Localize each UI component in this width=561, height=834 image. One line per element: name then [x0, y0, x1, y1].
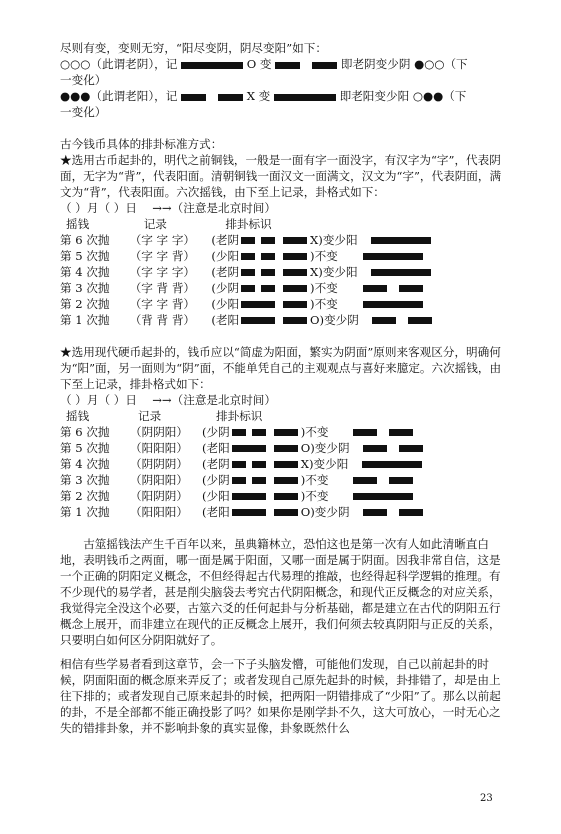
yang-line-icon: [363, 253, 423, 260]
section1-format: （ ）月（ ）日 →→（注意是北京时间）: [60, 201, 276, 215]
section1-paragraph: ★选用古币起卦的，明代之前铜钱，一般是一面有字一面没字，有汉字为“字”，代表阴面，无字为“背”，代表阳面。清朝铜钱一面汉文一面满文，汉文为“字”，代表阴面，满文为“背”，代表阳面。六次摇钱，由下至上记录，卦格式如下：: [60, 153, 502, 199]
yin-line-icon: [363, 285, 423, 292]
change-mark: ): [300, 489, 306, 503]
throw-number: 第 3 次抛: [60, 473, 110, 487]
line-icon: [274, 509, 298, 516]
coin-record: （字 字 背）: [129, 249, 196, 263]
change-mark: O): [310, 313, 325, 327]
hexagram-mark: [202, 504, 502, 520]
table-row: [60, 456, 510, 472]
table-row: [60, 248, 510, 264]
yin-line-icon: [241, 269, 275, 276]
line-type: (少阴: [211, 281, 240, 295]
table-row: [60, 232, 510, 248]
hexagram-mark: [202, 456, 502, 472]
throw-number: 第 3 次抛: [60, 281, 110, 295]
line-type: (老阴: [211, 233, 240, 247]
line-icon: [283, 253, 307, 260]
intro-line-5: 一变化）: [60, 105, 107, 119]
line-type: (少阳: [211, 297, 240, 311]
hexagram-mark: [211, 264, 510, 280]
paragraph-3: 古筮摇钱法产生千百年以来，虽典籍林立，恐怕这也是第一次有人如此清晰直白地，表明钱币之两面，哪一面是属于阳面，又哪一面是属于阴面。因我非常自信，这是一个正确的阴阳定义概念，不但经得起古代易理的推敲，也经得起科学逻辑的推理。有不少现代的易学者，甚是削尖脑袋去考究古代阴阳概念，和现代正反概念的对应关系，我觉得完全没这个必要，古筮六爻的任何起卦与分析基础，都是建立在古代的阴阳五行概念上展开，而非建立在现代的正反概念上展开，我们何须去较真阴阳与正反的关系，只要明白如何区分阴阳就好了。: [60, 537, 501, 647]
yin-line-icon: [232, 477, 266, 484]
line-type: (少阳: [211, 249, 240, 263]
line-type: (老阳: [202, 441, 230, 455]
table-row: [60, 424, 510, 440]
table-row: [60, 264, 510, 280]
coin-record: （字 背 背）: [129, 281, 196, 295]
yang-line-icon: [353, 493, 413, 500]
section2-header: [60, 408, 510, 424]
line-type: (老阳: [202, 505, 230, 519]
change-mark: ): [310, 281, 315, 295]
line-type: (老阴: [202, 457, 230, 471]
throw-number: 第 4 次抛: [60, 457, 110, 471]
yin-line-icon: [241, 253, 275, 260]
yang-line-icon: [232, 509, 266, 516]
throw-number: 第 6 次抛: [60, 233, 110, 247]
change-result: 变少阳: [322, 233, 358, 247]
throw-number: 第 1 次抛: [60, 505, 110, 519]
yin-line-icon: [372, 317, 432, 324]
line-icon: [274, 429, 298, 436]
intro-line-2: [60, 56, 510, 72]
header-record: 记录: [138, 409, 162, 423]
line-type: (老阳: [211, 313, 240, 327]
section2-format: （ ）月（ ）日 →→（注意是北京时间）: [60, 393, 276, 407]
old-yang-label: ●●●（此谓老阳），记: [60, 89, 178, 103]
hexagram-mark: [202, 488, 502, 504]
change-result: 变少阳: [313, 457, 349, 471]
change-result: 不变: [314, 281, 338, 295]
throw-number: 第 1 次抛: [60, 313, 110, 327]
coin-record: （字 字 字）: [129, 233, 196, 247]
yang-line-icon: [232, 445, 266, 452]
line-icon: [274, 445, 298, 452]
change-result: 不变: [305, 473, 329, 487]
hexagram-mark: [202, 440, 502, 456]
table-row: [60, 504, 510, 520]
table-row: [60, 280, 510, 296]
line-icon: [283, 317, 307, 324]
yin-line-icon: [232, 429, 266, 436]
change-x-label: X 变: [246, 89, 271, 103]
hexagram-mark: [211, 280, 510, 296]
yang-line-icon: [363, 301, 423, 308]
coin-record: （阴阴阴）: [130, 457, 188, 471]
coin-record: （阳阳阳）: [130, 441, 188, 455]
coin-record: （阴阳阳）: [130, 473, 188, 487]
yin-line-icon: [353, 477, 413, 484]
coin-record: （字 字 字）: [129, 265, 196, 279]
change-mark: ): [300, 425, 306, 439]
coin-record: （字 字 背）: [129, 297, 196, 311]
change-result: 不变: [305, 489, 329, 503]
yang-line-icon: [371, 237, 431, 244]
yang-line-icon: [232, 493, 266, 500]
coin-record: （背 背 背）: [129, 313, 196, 327]
section1-header: [60, 216, 510, 232]
change-result: 不变: [314, 297, 338, 311]
yang-line-icon: [241, 317, 275, 324]
hexagram-mark: [211, 248, 510, 264]
header-mark: 排卦标识: [216, 409, 263, 423]
line-icon: [283, 269, 307, 276]
change-o-label: O 变: [246, 57, 272, 71]
intro-line-4: [60, 88, 510, 104]
yin-line-icon: [275, 62, 337, 69]
yin-line-icon: [363, 445, 423, 452]
line-type: (老阴: [211, 265, 240, 279]
throw-number: 第 5 次抛: [60, 441, 110, 455]
table-row: [60, 296, 510, 312]
header-shake: 摇钱: [66, 217, 90, 231]
intro-line-3: 一变化）: [60, 73, 107, 87]
change-mark: ): [310, 297, 315, 311]
yin-line-icon: [353, 429, 413, 436]
hexagram-mark: [202, 472, 502, 488]
change-mark: X): [310, 265, 323, 279]
change-mark: ): [310, 249, 315, 263]
yang-line-icon: [362, 461, 422, 468]
table-row: [60, 312, 510, 328]
document-body: [60, 40, 510, 736]
change-mark: X): [310, 233, 323, 247]
page-number: 23: [480, 793, 493, 804]
line-icon: [283, 285, 307, 292]
yin-line-icon: [241, 285, 275, 292]
change-result: 不变: [314, 249, 338, 263]
old-yin-change-text: 即老阴变少阴 ●○○（下: [340, 57, 468, 71]
hexagram-mark: [211, 232, 510, 248]
intro-line-1: 尽则有变，变则无穷，“阳尽变阴，阴尽变阳”如下：: [60, 41, 327, 55]
yang-line-icon: [241, 301, 275, 308]
throw-number: 第 6 次抛: [60, 425, 110, 439]
coin-record: （阳阳阳）: [130, 505, 188, 519]
change-result: 不变: [305, 425, 329, 439]
yin-line-icon: [363, 509, 423, 516]
yang-line-icon: [181, 62, 243, 69]
change-mark: ): [300, 473, 306, 487]
change-result: 变少阳: [322, 265, 358, 279]
line-icon: [283, 301, 307, 308]
table-row: [60, 472, 510, 488]
section2-paragraph: ★选用现代硬币起卦的，钱币应以“简虚为阳面，繁实为阴面”原则来客观区分，明确何为“阳”面，另一面则为“阴”面，不能单凭自己的主观观点与喜好来臆定。六次摇钱，由下至上记录，排卦格式如下：: [60, 345, 502, 391]
throw-number: 第 2 次抛: [60, 489, 110, 503]
change-result: 变少阴: [314, 441, 350, 455]
table-row: [60, 488, 510, 504]
section1-table: [60, 232, 510, 328]
line-icon: [274, 493, 298, 500]
line-icon: [274, 461, 298, 468]
coin-record: （阴阴阳）: [130, 425, 188, 439]
yin-line-icon: [232, 461, 266, 468]
line-type: (少阳: [202, 489, 230, 503]
line-type: (少阴: [202, 473, 230, 487]
header-shake: 摇钱: [66, 409, 90, 423]
change-mark: O): [300, 505, 315, 519]
throw-number: 第 5 次抛: [60, 249, 110, 263]
standard-title: 古今钱币具体的排卦标准方式：: [60, 137, 223, 151]
line-type: (少阴: [202, 425, 230, 439]
header-record: 记录: [143, 217, 167, 231]
old-yang-change-text: 即老阳变少阳 ○●●（下: [339, 89, 467, 103]
throw-number: 第 4 次抛: [60, 265, 110, 279]
change-result: 变少阴: [314, 505, 350, 519]
throw-number: 第 2 次抛: [60, 297, 110, 311]
yin-line-icon: [241, 237, 275, 244]
header-mark: 排卦标识: [225, 217, 272, 231]
change-result: 变少阴: [324, 313, 359, 327]
hexagram-mark: [211, 312, 510, 328]
yang-line-icon: [371, 269, 431, 276]
section2-table: [60, 424, 510, 520]
change-mark: O): [300, 441, 315, 455]
change-mark: X): [300, 457, 314, 471]
old-yin-label: ○○○（此谓老阴），记: [60, 57, 178, 71]
hexagram-mark: [211, 296, 510, 312]
yin-line-icon: [181, 94, 243, 101]
coin-record: （阳阴阴）: [130, 489, 188, 503]
paragraph-4: 相信有些学易者看到这章节，会一下子头脑发懵，可能他们发现，自己以前起卦的时候，阴面阳面的概念原来弄反了；或者发现自己原先起卦的时候，卦排错了，却是由上往下排的；或者发现自己原来起卦的时候，把两阳一阴错排成了“少阳”了。那么以前起的卦，不是全部都不能正确投影了吗？如果你是刚学卦不久，这大可放心，一时无心之失的错排卦象，并不影响卦象的真实显像，卦象既然什么: [60, 657, 501, 735]
line-icon: [283, 237, 307, 244]
hexagram-mark: [202, 424, 502, 440]
line-icon: [274, 477, 298, 484]
table-row: [60, 440, 510, 456]
yang-line-icon: [274, 94, 336, 101]
